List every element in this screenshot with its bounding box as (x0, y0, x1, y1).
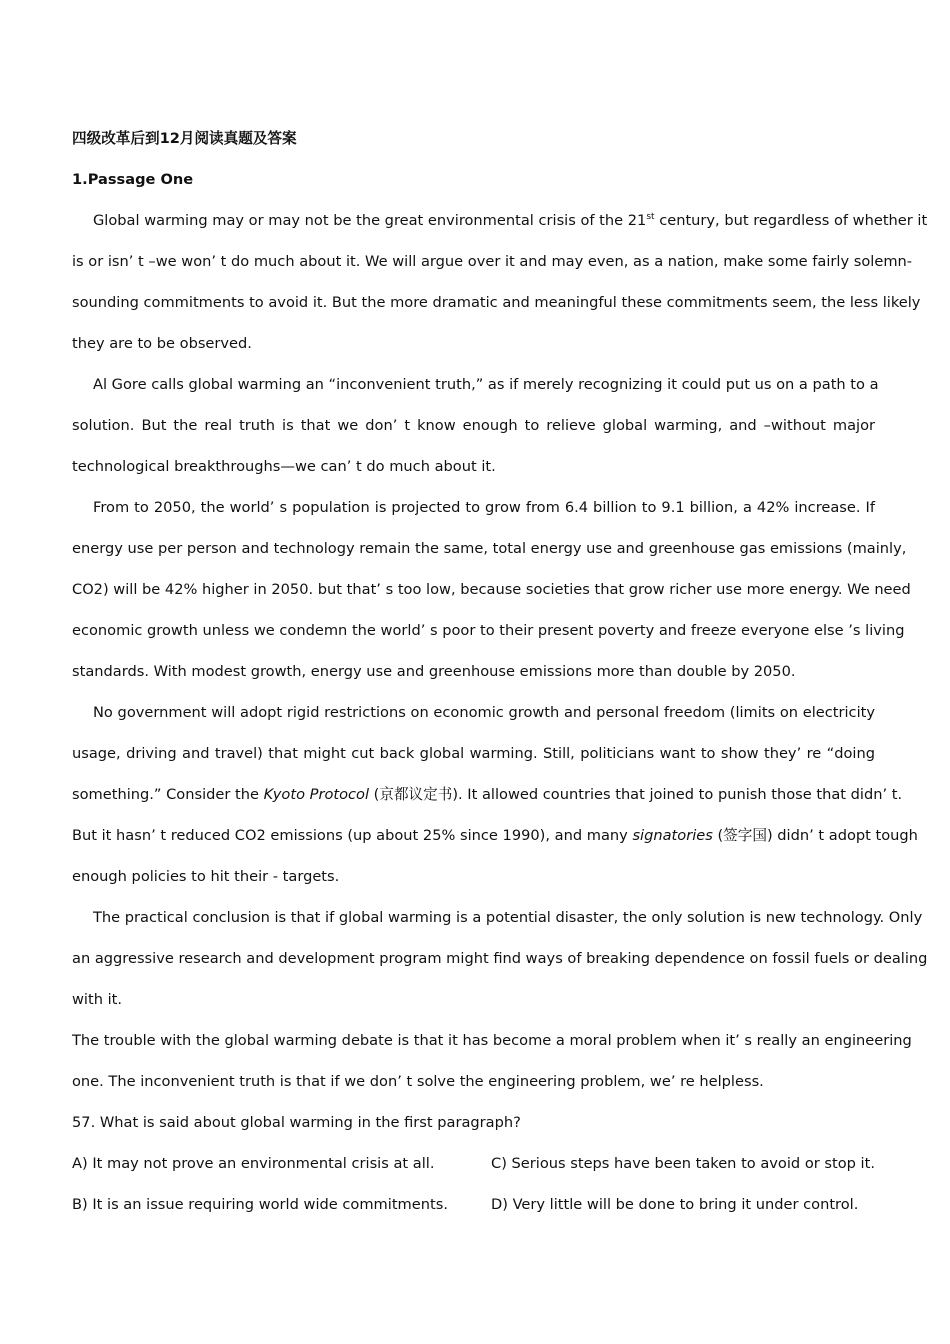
text-span: century, but regardless of whether it (654, 212, 928, 229)
paragraph-line: with it. (72, 991, 123, 1008)
term-signatories: signatories (632, 827, 713, 844)
paragraph-line: From to 2050, the world’ s population is projected to grow from 6.4 billion to 9.1 billion, a 42% increase. If (93, 499, 875, 516)
paragraph-line: The practical conclusion is that if global warming is a potential disaster, the only solution is new technology. Only (93, 909, 923, 926)
options-row (72, 1184, 875, 1225)
option-b: B) It is an issue requiring world wide commitments. (72, 1196, 448, 1213)
paragraph-line: standards. With modest growth, energy use and greenhouse emissions more than double by 2050. (72, 663, 796, 680)
paragraph-line (72, 200, 928, 241)
paragraph-line (72, 815, 918, 856)
paragraph-line: usage, driving and travel) that might cut back global warming. Still, politicians want to show they’ re “doing (72, 745, 875, 762)
text-span: something.” Consider the (72, 786, 264, 803)
paragraph-line: an aggressive research and development program might find ways of breaking dependence on fossil fuels or dealing (72, 950, 928, 967)
option-d: D) Very little will be done to bring it under control. (491, 1196, 859, 1213)
paragraph-3 (72, 487, 911, 692)
paragraph-5 (72, 897, 928, 1020)
paragraph-2 (72, 364, 879, 487)
paragraph-4 (72, 692, 918, 897)
paragraph-line (72, 774, 903, 815)
paragraph-line: one. The inconvenient truth is that if we don’ t solve the engineering problem, we’ re helpless. (72, 1073, 764, 1090)
paragraph-line: Al Gore calls global warming an “inconvenient truth,” as if merely recognizing it could put us on a path to a (93, 376, 879, 393)
option-a: A) It may not prove an environmental crisis at all. (72, 1155, 435, 1172)
paragraph-line: sounding commitments to avoid it. But the more dramatic and meaningful these commitments seem, the less likely (72, 294, 921, 311)
term-kyoto-protocol: Kyoto Protocol (263, 786, 370, 803)
paragraph-line: The trouble with the global warming debate is that it has become a moral problem when it’ s really an engineering (72, 1032, 912, 1049)
paragraph-line: is or isn’ t –we won’ t do much about it. We will argue over it and may even, as a nation, make some fairly solemn- (72, 253, 913, 270)
question-57 (72, 1102, 875, 1225)
paragraph-1 (72, 200, 928, 364)
paragraph-line: economic growth unless we condemn the world’ s poor to their present poverty and freeze everyone else ’s living (72, 622, 905, 639)
paragraph-line: technological breakthroughs—we can’ t do much about it. (72, 458, 496, 475)
paragraph-line: enough policies to hit their - targets. (72, 868, 340, 885)
text-span: (京都议定书). It allowed countries that joined to punish those that didn’ t. (369, 786, 903, 803)
paragraph-6 (72, 1020, 912, 1102)
paragraph-line: they are to be observed. (72, 335, 252, 352)
text-span: (签字国) didn’ t adopt tough (712, 827, 918, 844)
paragraph-line: No government will adopt rigid restrictions on economic growth and personal freedom (limits on electricity (93, 704, 875, 721)
option-c: C) Serious steps have been taken to avoid or stop it. (491, 1155, 875, 1172)
question-text: 57. What is said about global warming in the first paragraph? (72, 1114, 521, 1131)
passage-heading: 1.Passage One (72, 171, 194, 188)
paragraph-line: energy use per person and technology remain the same, total energy use and greenhouse gas emissions (mainly, (72, 540, 907, 557)
text-span: But it hasn’ t reduced CO2 emissions (up about 25% since 1990), and many (72, 827, 633, 844)
document-page (72, 118, 928, 1225)
document-title: 四级改革后到12月阅读真题及答案 (72, 130, 297, 147)
superscript: st (646, 212, 655, 223)
options-row (72, 1143, 875, 1184)
text-span: Global warming may or may not be the great environmental crisis of the 21 (93, 212, 647, 229)
paragraph-line: CO2) will be 42% higher in 2050. but that’ s too low, because societies that grow richer use more energy. We need (72, 581, 911, 598)
paragraph-line: solution. But the real truth is that we don’ t know enough to relieve global warming, and –without major (72, 417, 875, 434)
